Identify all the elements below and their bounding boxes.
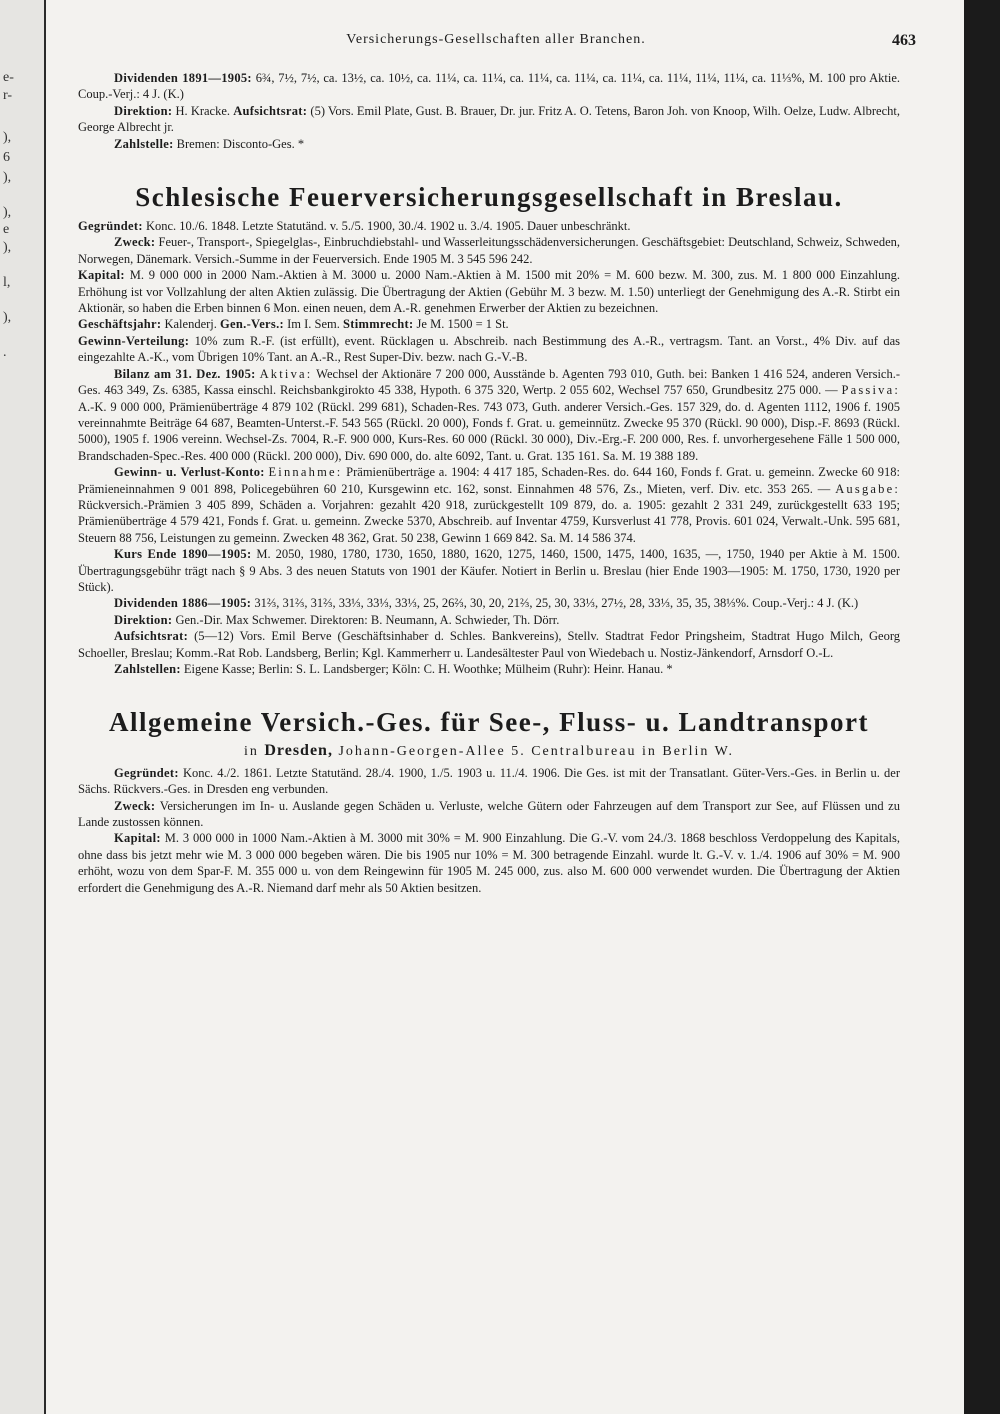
field-label: Aufsichtsrat: [114, 629, 189, 644]
company-title: Allgemeine Versich.-Ges. für See-, Fluss- u. Landtransport [109, 707, 869, 738]
entry-gegruendet [78, 765, 900, 798]
field-label: Kapital: [114, 831, 161, 846]
field-label: Dividenden 1891—1905: [114, 71, 252, 85]
company-entry-allgemeine [78, 705, 900, 896]
field-text: Im I. Sem. [287, 317, 340, 332]
margin-fragment: ), [3, 130, 12, 145]
margin-fragment: ), [3, 240, 12, 255]
field-sublabel: Aktiva: [259, 366, 313, 381]
margin-fragment: 6 [3, 150, 10, 165]
entry-aufsichtsrat [78, 628, 900, 661]
field-text: Konc. 10./6. 1848. Letzte Statutänd. v. 5./5. 1900, 30./4. 1902 u. 3./4. 1905. Dauer unbeschränkt. [145, 219, 631, 234]
field-text: M. 2050, 1980, 1780, 1730, 1650, 1880, 1620, 1275, 1460, 1500, 1475, 1400, 1635, —, 1750, 1940 per Aktie à M. 1500. Übertragungsgebühr trägt nach § 9 Abs. 3 des neuen Statuts von 1901 der Käufer. Notiert in Berlin u. Breslau (hier Ende 1903—1905: M. 1750, 1730, 1920 per Stück). [78, 547, 900, 594]
entry-direktion [78, 103, 900, 136]
field-text: Gen.-Dir. Max Schwemer. Direktoren: B. Neumann, A. Schwieder, Th. Dörr. [175, 612, 560, 627]
entry-zahlstellen [78, 661, 900, 677]
field-text: Bremen: Disconto-Ges. * [176, 136, 305, 151]
field-text: Prämienüberträge a. 1904: 4 417 185, Schaden-Res. do. 644 160, Fonds f. Grat. u. gemeinn. Zwecke 60 918: Prämieneinnahmen 9 001 898, Policegebühren 60 210, Kursgewinn etc. 162, sonst. Einnahmen 48 576, Zs., Mieten, verf. Div. etc. 353 265. — [78, 465, 901, 496]
running-title: Versicherungs-Gesellschaften aller Branchen. [346, 32, 646, 47]
field-sublabel: Einnahme: [268, 465, 343, 480]
entry-zweck [78, 798, 900, 831]
subtitle-city: Dresden, [264, 742, 333, 760]
running-header [76, 32, 916, 56]
field-text: Rückversich.-Prämien 3 405 899, Schäden a. Vorjahren: gezahlt 420 918, zurückgestellt 109 879, do. a. 1905: gezahlt 2 331 249, zurückgestellt 633 195; Prämienüberträge 4 579 421, Fonds f. Grat. u. gemeinn. Zwecke 5370, Abschreib. auf Inventar 4759, Kursverlust 41 778, Provis. 601 024, Verwalt.-Unk. 595 681, Steuern 88 756, Leistungen zu gemeinn. Zwecken 48 362, Grat. 50 238, Gewinn 1 669 842. Sa. M. 14 586 374. [78, 497, 900, 545]
field-label: Dividenden 1886—1905: [114, 596, 252, 611]
margin-fragment: ), [3, 205, 12, 220]
previous-entry-continuation [78, 70, 900, 152]
scan-right-edge [964, 0, 1000, 1414]
entry-gegruendet [78, 218, 900, 234]
field-sublabel: Passiva: [841, 383, 901, 398]
field-label: Kurs Ende 1890—1905: [114, 547, 252, 562]
entry-geschaeftsjahr [78, 316, 900, 332]
entry-direktion [78, 612, 900, 628]
field-label: Zahlstellen: [114, 662, 181, 676]
margin-fragment: e- [3, 70, 14, 85]
entry-bilanz [78, 366, 900, 464]
field-label: Direktion: [114, 103, 173, 118]
field-label: Gen.-Vers.: [220, 317, 284, 332]
field-text: Konc. 4./2. 1861. Letzte Statutänd. 28./4. 1900, 1./5. 1903 u. 11./4. 1906. Die Ges. ist mit der Transatlant. Güter-Vers.-Ges. in Berlin u. der Sächs. Rückvers.-Ges. in Dresden eng verbunden. [78, 765, 901, 797]
margin-fragment: ), [3, 170, 12, 185]
field-text: A.-K. 9 000 000, Prämienüberträge 4 879 102 (Rückl. 299 681), Schaden-Res. 743 073, Guth. anderer Versich.-Ges. 157 329, do. d. Agenten 1112, 1906 f. 1905 vereinnahmte Beiträge 64 687, Beamten-Unterst.-F. 543 565 (Rückl. 20 000), Fonds f. Grat. u. gemeinnütz. Zwecke 95 370 (Rückl. 90 000), Disp.-F. 8693 (Rückl. 5000), 1905 f. 1906 vereinn. Wechsel-Zs. 7004, R.-F. 900 000, Kurs-Res. 60 000 (Rückl. 30 000), Div.-Erg.-F. 200 000, Res. f. unvorhergesehene Fälle 1 500 000, Brandschaden-Spec.-Res. 400 000 (Rückl. 200 000), Div. 690 000, do. alte 6092, Tant. u. Grat. 135 161. Sa. M. 19 388 189. [78, 399, 900, 463]
entry-zahlstelle [78, 136, 900, 152]
field-label: Geschäftsjahr: [78, 317, 162, 332]
field-text: Je M. 1500 = 1 St. [416, 317, 509, 332]
field-label: Gegründet: [78, 219, 143, 234]
company-entry-schlesische [78, 180, 900, 677]
field-text: 6¾, 7½, 7½, ca. 13½, ca. 10½, ca. 11¼, ca. 11¼, ca. 11¼, ca. 11¼, ca. 11¼, ca. 11¼, 11¼, 11¼, ca. 11⅓%, M. 100 pro Aktie. Coup.-Verj.: 4 J. (K.) [78, 71, 901, 102]
entry-kapital [78, 830, 900, 896]
company-title: Schlesische Feuerversicherungsgesellschaft in Breslau. [135, 182, 843, 213]
entry-dividenden [78, 595, 900, 611]
field-label: Gewinn- u. Verlust-Konto: [114, 465, 265, 480]
field-label: Aufsichtsrat: [233, 103, 308, 118]
margin-fragment: l, [3, 275, 11, 290]
entry-gewinn-verlust [78, 464, 900, 546]
margin-fragment: r- [3, 88, 13, 103]
field-text: (5—12) Vors. Emil Berve (Geschäftsinhaber d. Schles. Bankvereins), Stellv. Stadtrat Fedor Pringsheim, Stadtrat Hugo Milch, Georg Schoeller, Breslau; Komm.-Rat Rob. Landsberg, Berlin; Kgl. Kammerherr u. Landesältester Paul von Wiedebach u. Nostiz-Jänkendorf, Arnsdorf O.-L. [78, 629, 901, 660]
field-text: M. 3 000 000 in 1000 Nam.-Aktien à M. 3000 mit 30% = M. 900 Einzahlung. Die G.-V. vom 24./3. 1868 beschloss Verdoppelung des Kapitals, ohne dass bis jetzt mehr wie M. 3 000 000 begeben wären. Die bis 1905 nur 10% = M. 300 betragende Einzahl. wurde lt. G.-V. v. 1./4. 1906 auf 30% = M. 900 erhöht, wozu von dem Spar-F. M. 355 000 u. von dem Reingewinn für 1905 M. 245 000, zus. also M. 600 000 verwendet wurden. Die Übertragung der Aktien erfordert die Genehmigung des A.-R. Niemand darf mehr als 50 Aktien besitzen. [78, 831, 901, 895]
field-label: Zweck: [114, 235, 156, 250]
field-label: Stimmrecht: [343, 317, 414, 332]
field-text: Versicherungen im In- u. Auslande gegen Schäden u. Verluste, welche Gütern oder Fahrzeugen auf dem Transport zur See, auf Flüssen und zu Lande zustossen können. [78, 798, 900, 830]
field-text: H. Kracke. [175, 103, 231, 118]
page-content [78, 70, 900, 896]
field-text: Kalenderj. [164, 317, 217, 332]
book-page [46, 0, 964, 1414]
field-text: Feuer-, Transport-, Spiegelglas-, Einbruchdiebstahl- und Wasserleitungsschädenversicherungen. Geschäftsgebiet: Deutschland, Schweiz, Schweden, Norwegen, Dänemark. Versich.-Summe in der Feuerversich. Ende 1905 M. 3 545 596 242. [78, 235, 900, 266]
field-text: Eigene Kasse; Berlin: S. L. Landsberger; Köln: C. H. Woothke; Mülheim (Ruhr): Heinr. Hanau. * [183, 662, 673, 676]
field-label: Zweck: [114, 798, 156, 813]
margin-fragment: e [3, 222, 10, 237]
field-label: Bilanz am 31. Dez. 1905: [114, 366, 256, 381]
subtitle-address: Johann-Georgen-Allee 5. Centralbureau in Berlin W. [338, 744, 735, 760]
page-number: 463 [892, 32, 916, 49]
company-subtitle [78, 743, 900, 760]
entry-gewinn-verteilung [78, 333, 900, 366]
entry-dividenden [78, 70, 900, 103]
adjacent-page-strip [0, 0, 46, 1414]
subtitle-in: in [243, 744, 259, 760]
field-label: Gegründet: [114, 765, 179, 780]
margin-fragment: . [3, 345, 7, 360]
field-sublabel: Ausgabe: [835, 481, 901, 496]
entry-kapital [78, 267, 900, 316]
field-text: Wechsel der Aktionäre 7 200 000, Ausstände b. Agenten 793 010, Guth. bei: Banken 1 416 524, anderen Versich.-Ges. 463 349, Zs. 6385, Kassa einschl. Reichsbankgirokto 45 338, Hypoth. 6 375 320, Wertp. 2 055 602, Wechsel 757 650, Grundbesitz 275 000. — [78, 366, 901, 398]
entry-zweck [78, 234, 900, 267]
entry-kurs [78, 546, 900, 595]
field-text: (5) Vors. Emil Plate, Gust. B. Brauer, Dr. jur. Fritz A. O. Tetens, Baron Joh. von Knoop, Wilh. Oelze, Ludw. Albrecht, George Albrecht jr. [78, 103, 900, 135]
field-label: Kapital: [78, 268, 125, 283]
field-text: 31⅔, 31⅔, 31⅔, 33⅓, 33⅓, 33⅓, 25, 26⅔, 30, 20, 21⅔, 25, 30, 33⅓, 27½, 28, 33⅓, 35, 35, 38⅓%. Coup.-Verj.: 4 J. (K.) [254, 596, 859, 611]
field-label: Gewinn-Verteilung: [78, 333, 190, 348]
field-label: Direktion: [114, 612, 173, 627]
field-text: 10% zum R.-F. (ist erfüllt), event. Rücklagen u. Abschreib. nach Bestimmung des A.-R., vertragsm. Tant. an Vorst., 4% Div. auf das eingezahlte A.-K., vom Übrigen 10% Tant. an A.-R., Rest Super-Div. bezw. nach G.-V.-B. [78, 333, 901, 365]
field-label: Zahlstelle: [114, 136, 174, 151]
margin-fragment: ), [3, 310, 12, 325]
field-text: M. 9 000 000 in 2000 Nam.-Aktien à M. 3000 u. 2000 Nam.-Aktien à M. 1500 mit 20% = M. 600 bezw. M. 300, zus. M. 1 800 000 Einzahlung. Erhöhung ist vor Vollzahlung der alten Aktien zulässig. Die Übertragung der Aktien (Gebühr M. 3 bezw. M. 1.50) unterliegt der Genehmigung des A.-R. Stirbt ein Aktionär, so haben die Erben binnen 6 Mon. einen neuen, dem A.-R. genehmen Erwerber der Aktien zu bezeichnen. [78, 268, 900, 316]
